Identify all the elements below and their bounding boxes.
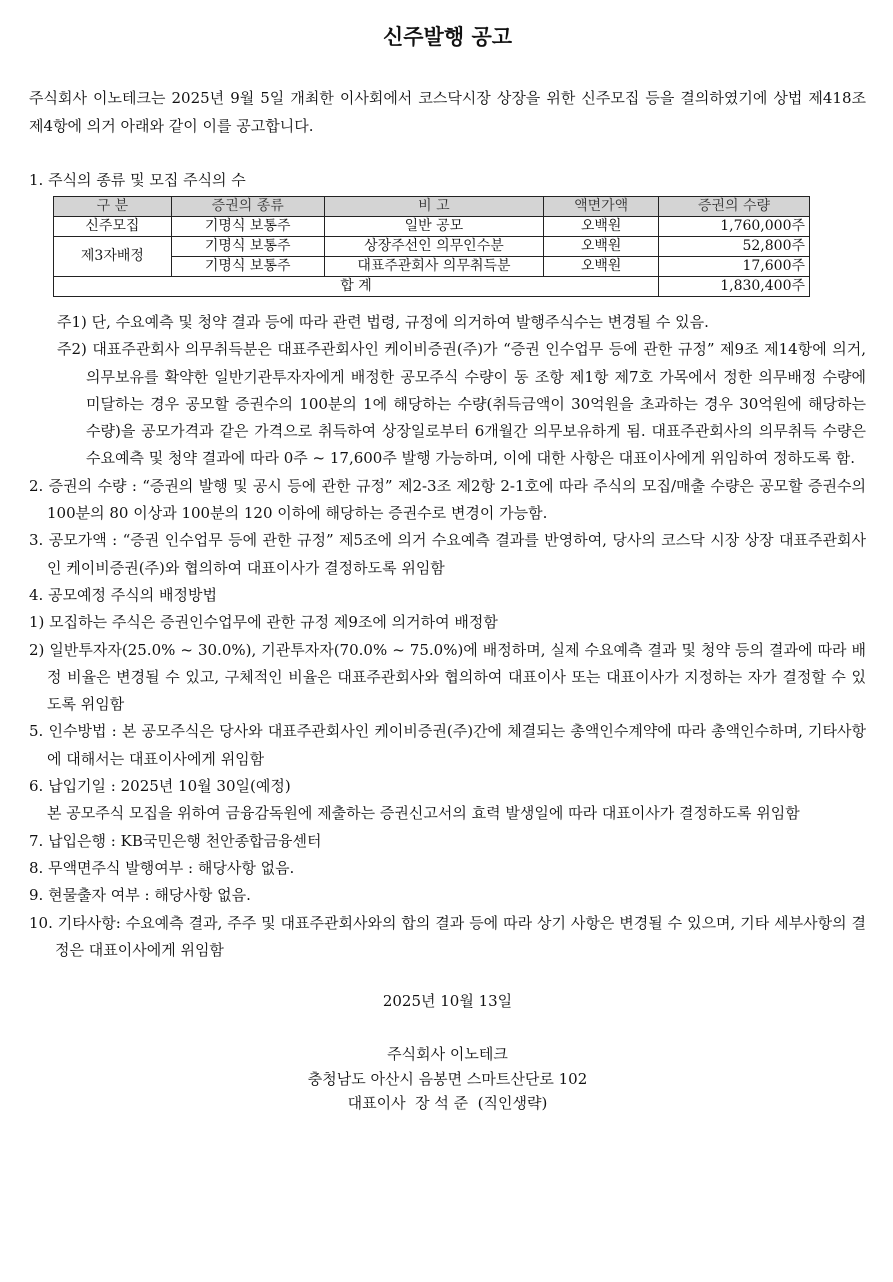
cell-type: 기명식 보통주: [171, 237, 324, 257]
total-qty: 1,830,400주: [659, 277, 810, 297]
table-header-row: [54, 197, 810, 217]
item-6-detail: 본 공모주식 모집을 위하여 금융감독원에 제출하는 증권신고서의 효력 발생일에 따라 대표이사가 결정하도록 위임함: [47, 804, 800, 823]
signature-block: [29, 1042, 866, 1116]
cell-par: 오백원: [544, 257, 659, 277]
header-qty: 증권의 수량: [659, 197, 810, 217]
header-type: 증권의 종류: [171, 197, 324, 217]
notice-items: [29, 473, 866, 964]
item-2-quantity: 2. 증권의 수량 : “증권의 발행 및 공시 등에 관한 규정” 제2-3조 제2항 2-1호에 따라 주식의 모집/매출 수량은 공모할 증권수의 100분의 80 이상과 100분의 120 이하에 해당하는 증권수로 변경이 가능함.: [29, 476, 866, 523]
cell-qty: 17,600주: [659, 257, 810, 277]
cell-qty: 1,760,000주: [659, 217, 810, 237]
item-8-no-par: 8. 무액면주식 발행여부 : 해당사항 없음.: [29, 858, 295, 877]
header-category: 구 분: [54, 197, 172, 217]
cell-par: 오백원: [544, 217, 659, 237]
item-4-1: 1) 모집하는 주식은 증권인수업무에 관한 규정 제9조에 의거하여 배정함: [29, 613, 498, 632]
cell-type: 기명식 보통주: [171, 217, 324, 237]
total-label: 합 계: [54, 277, 659, 297]
table-row: [54, 217, 810, 237]
company-address: 충청남도 아산시 음봉면 스마트산단로 102: [307, 1069, 588, 1088]
item-3-offer-price: 3. 공모가액 : “증권 인수업무 등에 관한 규정” 제5조에 의거 수요예측 결과를 반영하여, 당사의 코스닥 시장 상장 대표주관회사인 케이비증권(주)와 협의하여 대표이사가 결정하도록 위임함: [29, 531, 866, 577]
header-par: 액면가액: [544, 197, 659, 217]
header-note: 비 고: [324, 197, 544, 217]
notice-title: 신주발행 공고: [382, 24, 513, 49]
cell-type: 기명식 보통주: [171, 257, 324, 277]
table-row: [54, 237, 810, 257]
item-9-in-kind: 9. 현물출자 여부 : 해당사항 없음.: [29, 886, 251, 905]
ceo-line: 대표이사 장 석 준 (직인생략): [347, 1094, 548, 1113]
table-notes: [29, 309, 866, 473]
section-1-title: 1. 주식의 종류 및 모집 주식의 수: [29, 171, 246, 189]
cell-note: 대표주관회사 의무취득분: [324, 257, 544, 277]
item-7-bank: 7. 납입은행 : KB국민은행 천안종합금융센터: [29, 831, 322, 850]
item-4-allocation: 4. 공모예정 주식의 배정방법: [29, 585, 218, 604]
note-1: 주1) 단, 수요예측 및 청약 결과 등에 따라 관련 법령, 규정에 의거하여 발행주식수는 변경될 수 있음.: [57, 313, 709, 331]
cell-par: 오백원: [544, 237, 659, 257]
intro-paragraph: 주식회사 이노테크는 2025년 9월 5일 개최한 이사회에서 코스닥시장 상장을 위한 신주모집 등을 결의하였기에 상법 제418조 제4항에 의거 아래와 같이 이를 공고합니다.: [29, 89, 866, 135]
item-4-2: 2) 일반투자자(25.0% ~ 30.0%), 기관투자자(70.0% ~ 75.0%)에 배정하며, 실제 수요예측 결과 및 청약 등의 결과에 따라 배정 비율은 변경될 수 있고, 구체적인 비율은 대표주관회사와 협의하여 대표이사 또는 대표이사가 지정하는 자가 결정할 수 있도록 위임함: [29, 640, 866, 714]
notice-date: 2025년 10월 13일: [382, 992, 513, 1011]
cell-note: 일반 공모: [324, 217, 544, 237]
company-name: 주식회사 이노테크: [387, 1045, 508, 1064]
item-6-payment-date: 6. 납입기일 : 2025년 10월 30일(예정): [29, 777, 291, 796]
cell-note: 상장주선인 의무인수분: [324, 237, 544, 257]
item-10-other: 10. 기타사항: 수요예측 결과, 주주 및 대표주관회사와의 합의 결과 등에 따라 상기 사항은 변경될 수 있으며, 기타 세부사항의 결정은 대표이사에게 위임함: [29, 913, 866, 959]
cell-category: 제3자배정: [54, 237, 172, 277]
table-total-row: [54, 277, 810, 297]
item-5-underwriting: 5. 인수방법 : 본 공모주식은 당사와 대표주관회사인 케이비증권(주)간에 체결되는 총액인수계약에 따라 총액인수하며, 기타사항에 대해서는 대표이사에게 위임함: [29, 722, 866, 768]
cell-category: 신주모집: [54, 217, 172, 237]
cell-qty: 52,800주: [659, 237, 810, 257]
note-2: 주2) 대표주관회사 의무취득분은 대표주관회사인 케이비증권(주)가 “증권 인수업무 등에 관한 규정” 제9조 제14항에 의거, 의무보유를 확약한 일반기관투자자에게 배정한 공모주식 수량이 동 조항 제1항 제7호 가목에서 정한 의무배정 수량에 미달하는 경우 공모할 증권수의 100분의 1에 해당하는 수량(취득금액이 30억원을 초과하는 경우 30억원에 해당하는 수량)을 공모가격과 같은 가격으로 취득하여 상장일로부터 6개월간 의무보유하게 됨. 대표주관회사의 의무취득 수량은 수요예측 및 청약 결과에 따라 0주 ~ 17,600주 발행 가능하며, 이에 대한 사항은 대표이사에게 위임하여 정하도록 함.: [57, 340, 866, 468]
shares-table: [53, 196, 810, 297]
